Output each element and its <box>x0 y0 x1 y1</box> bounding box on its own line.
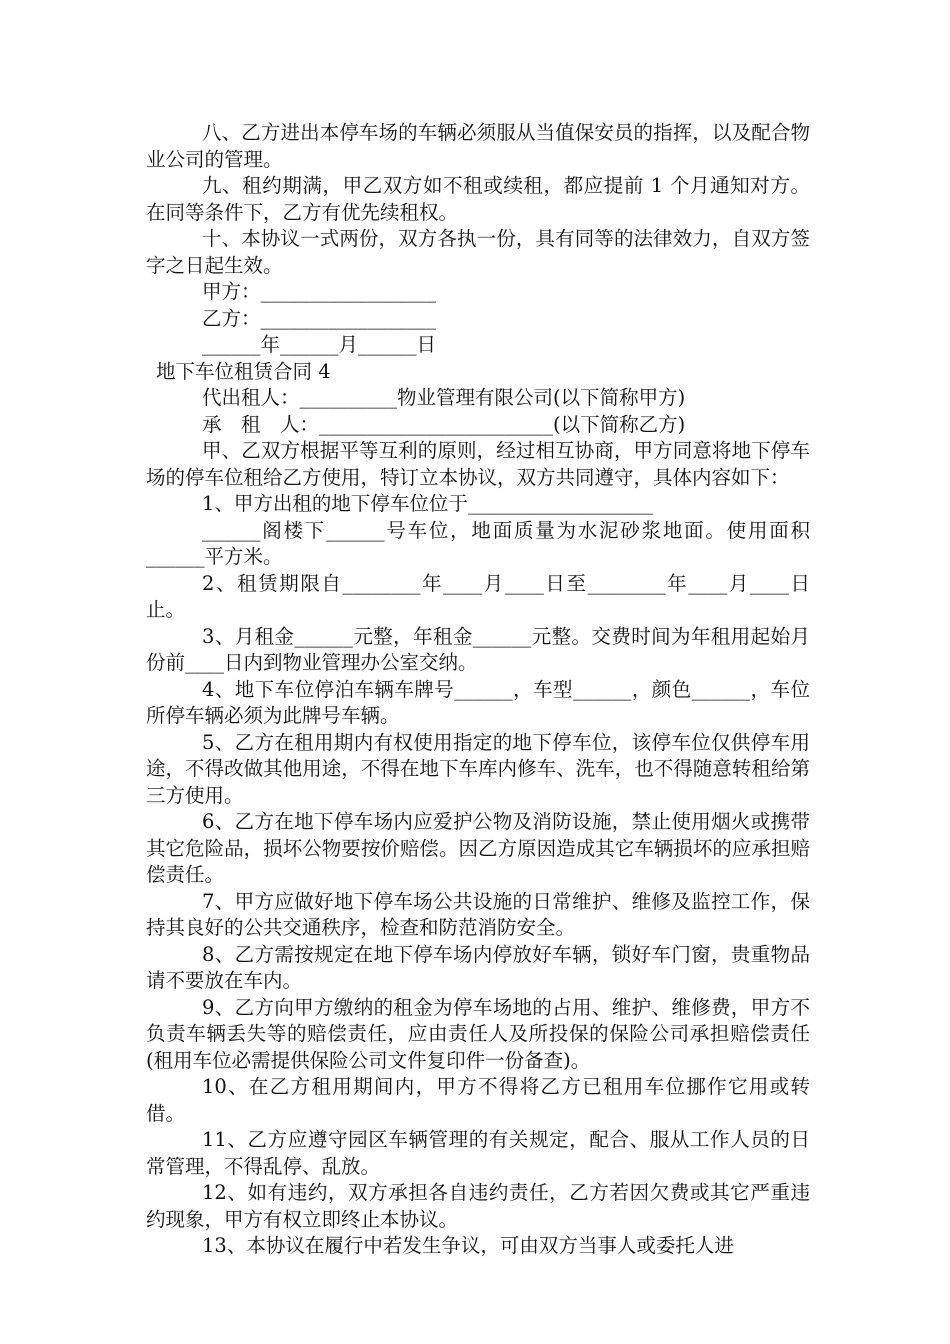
paragraph: 九、租约期满，甲乙双方如不租或续租，都应提前 1 个月通知对方。在同等条件下，乙方有优先续租权。 <box>146 174 810 224</box>
paragraph: 8、乙方需按规定在地下停车场内停放好车辆，锁好车门窗，贵重物品请不要放在车内。 <box>146 942 810 992</box>
paragraph: 甲、乙双方根据平等互利的原则，经过相互协商，甲方同意将地下停车场的停车位租给乙方使用，特订立本协议，双方共同遵守，具体内容如下： <box>146 439 810 489</box>
paragraph: 十、本协议一式两份，双方各执一份，具有同等的法律效力，自双方签字之日起生效。 <box>146 227 810 277</box>
paragraph: 6、乙方在地下停车场内应爱护公物及消防设施，禁止使用烟火或携带其它危险品，损坏公物要按价赔偿。因乙方原因造成其它车辆损坏的应承担赔偿责任。 <box>146 810 810 886</box>
paragraph: 甲方：__________________ <box>202 280 437 303</box>
paragraph: 4、地下车位停泊车辆车牌号______，车型______，颜色______，车位所停车辆必须为此牌号车辆。 <box>146 677 810 727</box>
paragraph: ______阁楼下______号车位，地面质量为水泥砂浆地面。使用面积______平方米。 <box>146 518 810 568</box>
paragraph: ______年______月______日 <box>202 333 437 356</box>
paragraph: 2、租赁期限自________年____月____日至________年____月____日止。 <box>146 571 810 621</box>
paragraph: 代出租人：__________物业管理有限公司(以下简称甲方) <box>202 386 686 409</box>
paragraph: 7、甲方应做好地下停车场公共设施的日常维护、维修及监控工作，保持其良好的公共交通秩序，检查和防范消防安全。 <box>146 889 810 939</box>
section-title: 地下车位租赁合同 4 <box>156 359 331 383</box>
paragraph: 5、乙方在租用期内有权使用指定的地下停车位，该停车位仅供停车用途，不得改做其他用途，不得在地下车库内修车、洗车，也不得随意转租给第三方使用。 <box>146 730 810 807</box>
paragraph: 八、乙方进出本停车场的车辆必须服从当值保安员的指挥，以及配合物业公司的管理。 <box>146 121 810 171</box>
paragraph: 10、在乙方租用期间内，甲方不得将乙方已租用车位挪作它用或转借。 <box>146 1075 810 1125</box>
paragraph: 1、甲方出租的地下停车位位于___________________ <box>202 492 654 515</box>
paragraph: 9、乙方向甲方缴纳的租金为停车场地的占用、维护、维修费，甲方不负责车辆丢失等的赔偿责任，应由责任人及所投保的保险公司承担赔偿责任(租用车位必需提供保险公司文件复印件一份备查)。 <box>146 995 810 1072</box>
paragraph: 乙方：__________________ <box>202 306 437 330</box>
paragraph: 12、如有违约，双方承担各自违约责任，乙方若因欠费或其它严重违约现象，甲方有权立即终止本协议。 <box>146 1181 810 1231</box>
paragraph: 承 租 人：________________________(以下简称乙方) <box>202 412 686 436</box>
paragraph: 13、本协议在履行中若发生争议，可由双方当事人或委托人进 <box>202 1234 734 1257</box>
paragraph: 11、乙方应遵守园区车辆管理的有关规定，配合、服从工作人员的日常管理，不得乱停、乱放。 <box>146 1128 810 1178</box>
document-body <box>146 120 810 1260</box>
paragraph: 3、月租金______元整，年租金______元整。交费时间为年租用起始月份前____日内到物业管理办公室交纳。 <box>146 624 810 674</box>
